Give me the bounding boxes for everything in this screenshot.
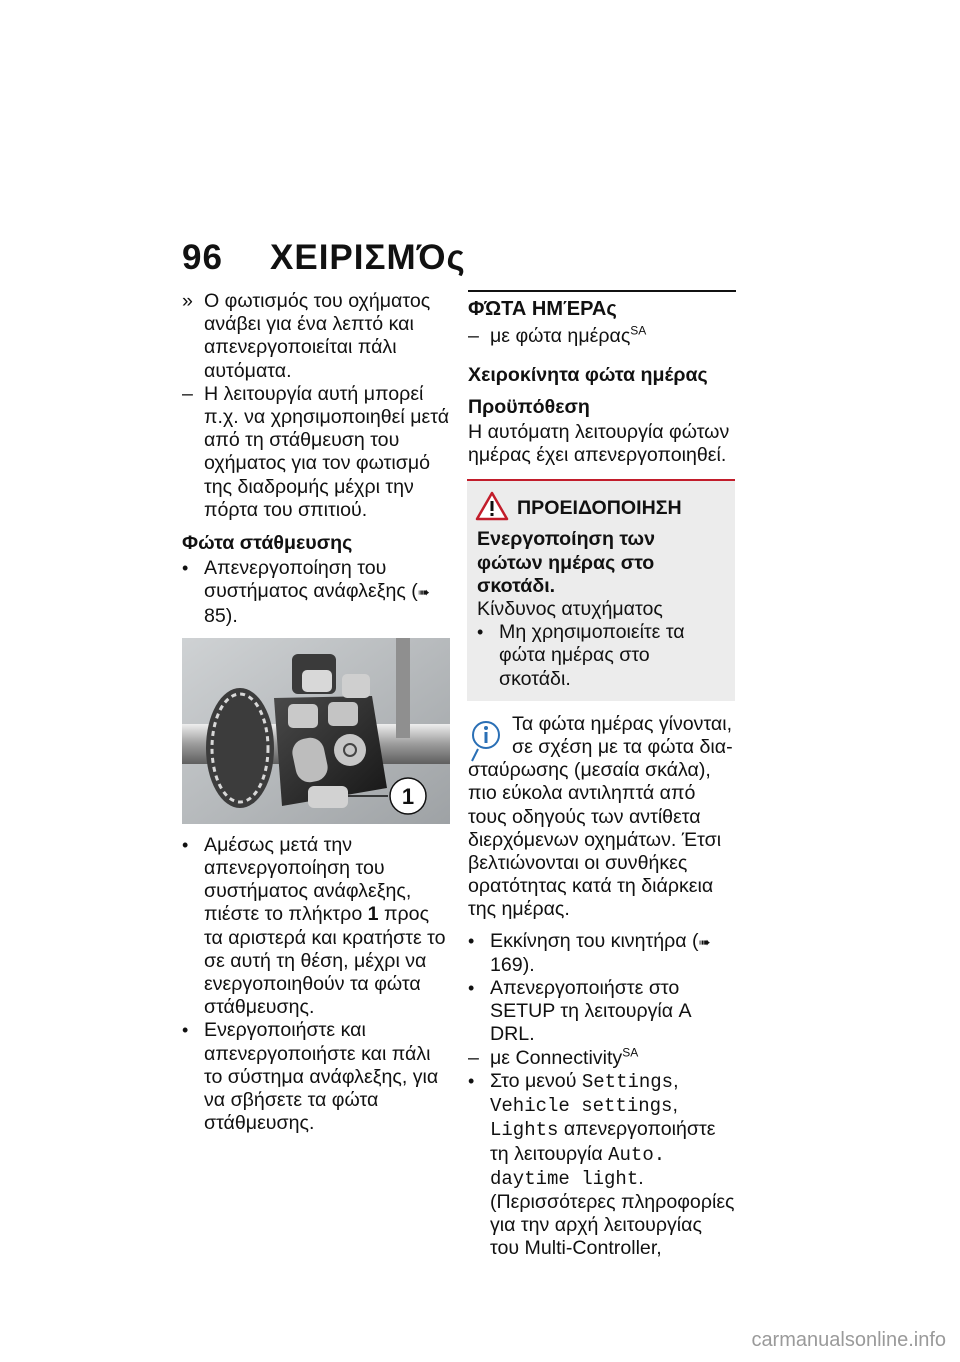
bullet-text: Αμέσως μετά την απενεργοποίηση του συστήματος ανάφλεξης, πιέστε το πλήκτρο	[204, 833, 412, 926]
section-heading: ΦΏΤΑ ΗΜΈΡΑς	[468, 298, 617, 320]
watermark: carmanualsonline.info	[751, 1329, 946, 1351]
dash-marker: –	[468, 1046, 479, 1069]
manual-drl-heading: Χειροκίνητα φώτα ημέρας	[468, 364, 708, 387]
right-column	[468, 290, 736, 1261]
list-item	[468, 977, 736, 1047]
dash-marker: –	[182, 382, 193, 405]
optional-item	[182, 383, 450, 522]
parking-lights-heading: Φώτα στάθμευσης	[182, 532, 353, 555]
bullet-text: Εκκίνηση του κινητήρα (	[490, 929, 699, 952]
warning-title: ΠΡΟΕΙΔΟΠΟΙΗΣΗ	[517, 497, 725, 520]
warning-consequence: Κίνδυνος ατυχήματος	[477, 598, 663, 621]
list-item	[182, 834, 450, 1020]
page-number: 96	[182, 238, 223, 277]
result-item	[182, 290, 450, 383]
key-ref: 1	[367, 903, 379, 926]
handlebar-switch-illustration	[182, 638, 450, 824]
list-item: • Στο μενού Settings, Vehicle settings, Lights απενεργοποιήστε τη λειτουργία Auto. daytime light. (Περισσότερες πληροφορίες για την αρχή λειτουργίας του Multi-Controller,	[468, 1070, 736, 1261]
result-marker: »	[182, 290, 193, 312]
info-text: σταύρωσης (μεσαία σκάλα), πιο εύκολα αντιληπτά από τους οδηγούς των αντίθετα διερχόμενων οχημάτων. Έτσι βελτιώνονται οι συνθήκες ορατότητας κατά τη διάρκεια της ημέρας.	[468, 759, 722, 921]
optional-text: με φώτα ημέρας	[490, 325, 631, 348]
optional-text: με Connectivity	[490, 1046, 623, 1069]
menu-settings: Settings	[581, 1070, 674, 1093]
optional-text: Η λειτουργία αυτή μπορεί π.χ. να χρησιμοποιηθεί μετά από τη στάθμευση του οχήματος για τον φωτισμό της διαδρομής μέχρι την πόρτα του σπιτιού.	[204, 382, 450, 521]
handlebar-switch-photo	[182, 638, 450, 824]
page-ref-arrow-icon: ➠	[417, 584, 430, 601]
bullet-text: Απενεργοποίηση του συστήματος ανάφλεξης (	[204, 557, 418, 603]
sa-superscript: SA	[622, 1045, 639, 1060]
optional-item	[468, 1047, 736, 1070]
bullet-text: Ενεργοποιήστε και απενεργοποιήστε και πάλι το σύστημα ανάφλεξης, για να σβήσετε τα φώτα στάθμευσης.	[204, 1019, 439, 1135]
warning-hazard: Ενεργοποίηση των φώτων ημέρας στο σκοτάδι.	[477, 528, 656, 597]
sa-superscript: SA	[630, 323, 647, 338]
chapter-title: ΧΕΙΡΙΣΜΌς	[270, 238, 466, 277]
bullet-text-cont: προς τα αριστερά και κρατήστε το σε αυτή τη θέση, μέχρι να ενεργοποιηθούν τα φώτα στάθμευσης.	[204, 903, 446, 1019]
section-divider	[468, 290, 736, 292]
info-icon	[470, 719, 502, 769]
list-item	[182, 1019, 450, 1135]
menu-auto-daytime-light: Auto. daytime light	[490, 1143, 666, 1190]
menu-lights: Lights	[490, 1119, 559, 1142]
info-text-first: Τα φώτα ημέρας γίνονται, σε σχέση με τα φώτα δια-	[512, 712, 733, 759]
page-ref[interactable]: 85).	[204, 604, 238, 627]
dash-marker: –	[468, 325, 479, 348]
page-ref[interactable]: 169).	[490, 953, 535, 976]
precondition-text: Η αυτόματη λειτουργία φώτων ημέρας έχει απενεργοποιηθεί.	[468, 420, 730, 467]
info-note	[468, 713, 736, 922]
list-item	[468, 930, 736, 977]
menu-vehicle-settings: Vehicle settings	[490, 1095, 673, 1118]
photo-callout: 1	[401, 783, 415, 809]
warning-box	[467, 479, 735, 701]
warning-measure: • Μη χρησιμοποιείτε τα φώτα ημέρας στο σκοτάδι.	[477, 621, 725, 691]
page-ref-arrow-icon: ➠	[698, 933, 711, 950]
bullet-text: Απενεργοποιήστε στο SETUP τη λειτουργία A DRL.	[490, 977, 691, 1046]
left-column	[182, 290, 450, 1135]
result-text: Ο φωτισμός του οχήματος ανάβει για ένα λεπτό και απενεργοποιείται πάλι αυτόματα.	[204, 290, 431, 382]
warning-triangle-icon	[475, 491, 509, 527]
list-item	[182, 557, 450, 628]
page-header	[182, 238, 466, 278]
optional-item	[468, 325, 736, 348]
precondition-heading: Προϋπόθεση	[468, 395, 590, 418]
